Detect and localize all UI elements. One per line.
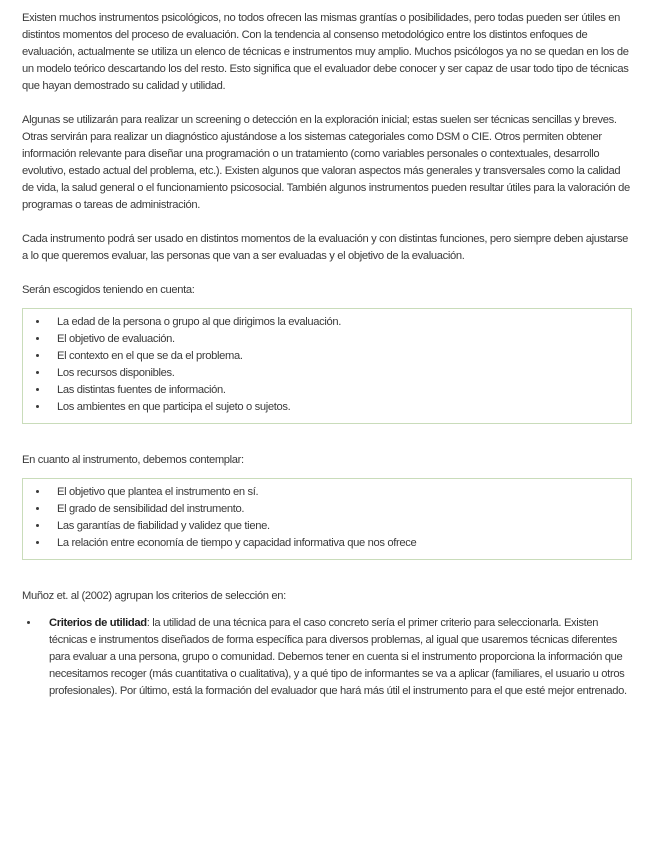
paragraph-instrument-uses: Algunas se utilizarán para realizar un screening o detección en la exploración inicial; estas suelen ser técnicas sencillas y breves. Otras servirán para realizar un diagnóstico ajustándose a los sistemas categoriales como DSM o CIE. Otros permiten obtener información relevante para diseñar una programación o un tratamiento (como variables personales o contextuales, desarrollo evolutivo, estado actual del problema, etc.). Existen algunos que valoran aspectos más generales y transversales como la calidad de vida, la salud general o el funcionamiento psicosocial. También algunos instrumentos pueden resultar útiles para la valoración de programas o tareas de administración.	[22, 114, 630, 211]
list-item: • El grado de sensibilidad del instrumento.	[49, 501, 623, 518]
paragraph-instrument-adjustment: Cada instrumento podrá ser usado en distintos momentos de la evaluación y con distintas funciones, pero siempre deben ajustarse a lo que queremos evaluar, las personas que van a ser evaluadas y el objetivo de la evaluación.	[22, 233, 629, 262]
list-item: • La edad de la persona o grupo al que dirigimos la evaluación.	[49, 314, 623, 331]
paragraph-instruments-intro: Existen muchos instrumentos psicológicos, no todos ofrecen las mismas grantías o posibilidades, pero todas pueden ser útiles en distintos momentos del proceso de evaluación. Con la tendencia al consenso metodológico entre los distintos enfoques de evaluación, actualmente se utiliza un elenco de técnicas e instrumentos muy amplio. Muchos psicólogos ya no se quedan en los de un modelo teórico descartando los del resto. Esto significa que el evaluador debe conocer y ser capaz de usar todo tipo de técnicas que hayan demostrado su calidad y utilidad.	[22, 12, 629, 92]
list-item: • El objetivo de evaluación.	[49, 331, 623, 348]
selection-groups-list	[22, 615, 632, 700]
selection-criteria-box	[22, 308, 632, 424]
criteria-intro: Muñoz et. al (2002) agrupan los criterios de selección en:	[22, 590, 286, 602]
list-item: • Los recursos disponibles.	[49, 365, 623, 382]
selection-intro: Serán escogidos teniendo en cuenta:	[22, 284, 195, 296]
list-item: • La relación entre economía de tiempo y capacidad informativa que nos ofrece	[49, 535, 623, 552]
list-item: • Las garantías de fiabilidad y validez que tiene.	[49, 518, 623, 535]
list-item	[40, 615, 632, 700]
list-item: • Las distintas fuentes de información.	[49, 382, 623, 399]
list-item: • El contexto en el que se da el problema.	[49, 348, 623, 365]
instrument-criteria-box	[22, 478, 632, 560]
selection-criteria-list	[31, 314, 623, 416]
list-item: • Los ambientes en que participa el sujeto o sujetos.	[49, 399, 623, 416]
list-item: • El objetivo que plantea el instrumento en sí.	[49, 484, 623, 501]
instrument-criteria-list	[31, 484, 623, 552]
criteria-term: Criterios de utilidad	[49, 617, 147, 629]
instrument-intro: En cuanto al instrumento, debemos contemplar:	[22, 454, 244, 466]
criteria-description: : la utilidad de una técnica para el caso concreto sería el primer criterio para seleccionarla. Existen técnicas e instrumentos diseñados de forma específica para diversos problemas, al igual que usaremos técnicas diferentes para evaluar a una persona, grupo o comunidad. Debemos tener en cuenta si el instrumento proporciona la información que necesitamos recoger (más cuantitativa o cualitativa), y a qué tipo de informantes se va a aplicar (familiares, el usuario u otros profesionales). Por último, está la formación del evaluador que hará más útil el instrumento para el que esté mejor entrenado.	[49, 617, 627, 697]
